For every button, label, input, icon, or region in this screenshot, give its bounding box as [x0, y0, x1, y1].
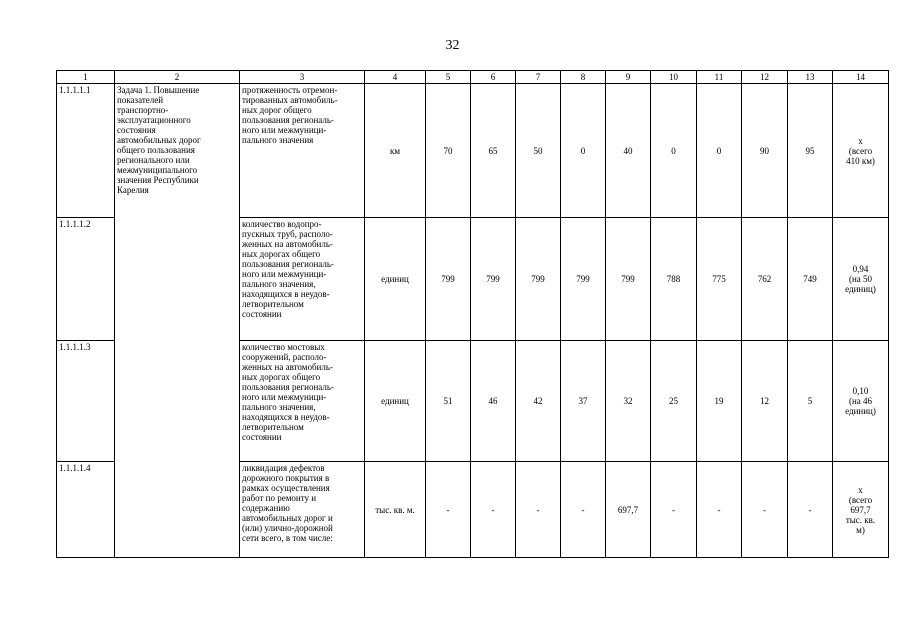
- value-cell: 697,7: [606, 462, 651, 558]
- total-line: х: [858, 484, 863, 495]
- value-cell: 799: [561, 218, 606, 341]
- total-line: (на 46: [848, 396, 873, 406]
- column-header: 9: [606, 71, 651, 84]
- total-line: единиц): [845, 284, 876, 294]
- indicator-line: ных дорог общего: [242, 105, 312, 115]
- value-cell: -: [651, 462, 697, 558]
- total-line: 0,10: [852, 386, 869, 396]
- value-cell: 788: [651, 218, 697, 341]
- indicator-line: дорожного покрытия в: [242, 473, 330, 483]
- indicator-line: пального значения,: [242, 279, 316, 289]
- value-cell: -: [788, 462, 833, 558]
- column-header: 7: [516, 71, 561, 84]
- task-line: Задача 1. Повышение: [117, 85, 200, 95]
- indicator-line: содержанию: [242, 503, 290, 513]
- task-line: значения Республики: [117, 175, 199, 185]
- value-cell: 5: [788, 341, 833, 462]
- indicator-line: пального значения: [242, 135, 314, 145]
- row-code: 1.1.1.1.1: [57, 84, 115, 218]
- value-cell: -: [697, 462, 742, 558]
- total-line: (всего: [848, 494, 873, 505]
- value-cell: 775: [697, 218, 742, 341]
- indicator-line: сооружений, располо-: [242, 352, 327, 362]
- value-cell: 0: [697, 84, 742, 218]
- indicator-line: ных дорогах общего: [242, 372, 321, 382]
- value-cell: 25: [651, 341, 697, 462]
- value-cell: 32: [606, 341, 651, 462]
- total-line: единиц): [845, 406, 876, 416]
- column-header: 5: [426, 71, 471, 84]
- total-line: (на 50: [848, 274, 873, 284]
- total-cell: [833, 84, 889, 218]
- task-description: [115, 84, 240, 558]
- column-header: 12: [742, 71, 788, 84]
- column-header: 13: [788, 71, 833, 84]
- total-line: х: [858, 135, 863, 146]
- page-number: 32: [445, 38, 460, 53]
- indicator-line: летворительном: [242, 299, 304, 309]
- value-cell: 90: [742, 84, 788, 218]
- value-cell: 0: [561, 84, 606, 218]
- column-header: 14: [833, 71, 889, 84]
- indicator-line: количество мостовых: [242, 342, 325, 352]
- indicator-name: [240, 462, 365, 558]
- task-line: Карелия: [117, 185, 149, 195]
- value-cell: 799: [606, 218, 651, 341]
- table-row: [57, 84, 889, 218]
- indicator-line: находящихся в неудов-: [242, 289, 330, 299]
- indicator-line: находящихся в неудов-: [242, 412, 330, 422]
- unit-cell: единиц: [365, 341, 426, 462]
- value-cell: 749: [788, 218, 833, 341]
- column-header: 2: [115, 71, 240, 84]
- total-line: тыс. кв.: [845, 514, 876, 525]
- indicator-line: тированных автомобиль-: [242, 95, 338, 105]
- value-cell: 19: [697, 341, 742, 462]
- value-cell: 50: [516, 84, 561, 218]
- column-header: 11: [697, 71, 742, 84]
- value-cell: 65: [471, 84, 516, 218]
- task-line: транспортно-: [117, 105, 169, 115]
- indicator-line: ного или межмуници-: [242, 269, 327, 279]
- value-cell: -: [471, 462, 516, 558]
- value-cell: 51: [426, 341, 471, 462]
- task-line: общего пользования: [117, 145, 195, 155]
- indicators-table: [56, 70, 889, 558]
- indicator-line: женных на автомобиль-: [242, 362, 333, 372]
- total-cell: [833, 341, 889, 462]
- indicator-line: состоянии: [242, 309, 282, 319]
- value-cell: -: [426, 462, 471, 558]
- unit-cell: тыс. кв. м.: [365, 462, 426, 558]
- value-cell: 799: [471, 218, 516, 341]
- indicator-line: автомобильных дорог и: [242, 513, 333, 523]
- total-line: м): [856, 524, 865, 535]
- task-line: автомобильных дорог: [117, 135, 201, 145]
- value-cell: 762: [742, 218, 788, 341]
- indicator-line: пального значения,: [242, 402, 316, 412]
- unit-cell: единиц: [365, 218, 426, 341]
- task-line: эксплуатационного: [117, 115, 191, 125]
- indicator-line: пользования региональ-: [242, 382, 334, 392]
- column-header: 1: [57, 71, 115, 84]
- value-cell: 70: [426, 84, 471, 218]
- task-line: регионального или: [117, 155, 190, 165]
- indicator-line: рамках осуществления: [242, 483, 330, 493]
- indicator-line: протяженность отремон-: [242, 85, 338, 95]
- value-cell: 799: [516, 218, 561, 341]
- value-cell: 12: [742, 341, 788, 462]
- column-header: 4: [365, 71, 426, 84]
- indicator-line: работ по ремонту и: [242, 493, 317, 503]
- indicator-name: [240, 341, 365, 462]
- total-line: 410 км): [846, 155, 875, 166]
- total-line: 0,94: [852, 264, 869, 274]
- indicator-line: сети всего, в том числе:: [242, 533, 333, 543]
- column-header: 10: [651, 71, 697, 84]
- indicator-line: пускных труб, располо-: [242, 229, 333, 239]
- task-line: состояния: [117, 125, 156, 135]
- value-cell: 799: [426, 218, 471, 341]
- column-header: 8: [561, 71, 606, 84]
- indicator-line: пользования региональ-: [242, 115, 334, 125]
- task-line: межмуниципального: [117, 165, 198, 175]
- task-line: показателей: [117, 95, 164, 105]
- row-code: 1.1.1.1.3: [57, 341, 115, 462]
- indicator-line: женных на автомобиль-: [242, 239, 333, 249]
- indicator-line: летворительном: [242, 422, 304, 432]
- unit-cell: км: [365, 84, 426, 218]
- value-cell: -: [561, 462, 606, 558]
- header-row: [57, 71, 889, 84]
- indicator-name: [240, 84, 365, 218]
- total-line: (всего: [848, 145, 873, 156]
- value-cell: 42: [516, 341, 561, 462]
- indicator-line: состоянии: [242, 432, 282, 442]
- indicator-line: ных дорогах общего: [242, 249, 321, 259]
- value-cell: -: [516, 462, 561, 558]
- total-cell: [833, 218, 889, 341]
- column-header: 3: [240, 71, 365, 84]
- value-cell: -: [742, 462, 788, 558]
- value-cell: 95: [788, 84, 833, 218]
- total-cell: [833, 462, 889, 558]
- column-header: 6: [471, 71, 516, 84]
- indicator-line: (или) улично-дорожной: [242, 523, 333, 533]
- total-line: 697,7: [850, 504, 871, 515]
- indicator-line: пользования региональ-: [242, 259, 334, 269]
- indicator-line: количество водопро-: [242, 219, 322, 229]
- value-cell: 37: [561, 341, 606, 462]
- indicator-name: [240, 218, 365, 341]
- value-cell: 40: [606, 84, 651, 218]
- row-code: 1.1.1.1.2: [57, 218, 115, 341]
- row-code: 1.1.1.1.4: [57, 462, 115, 558]
- value-cell: 46: [471, 341, 516, 462]
- value-cell: 0: [651, 84, 697, 218]
- indicator-line: ликвидация дефектов: [242, 463, 325, 473]
- indicator-line: ного или межмуници-: [242, 392, 327, 402]
- indicator-line: ного или межмуници-: [242, 125, 327, 135]
